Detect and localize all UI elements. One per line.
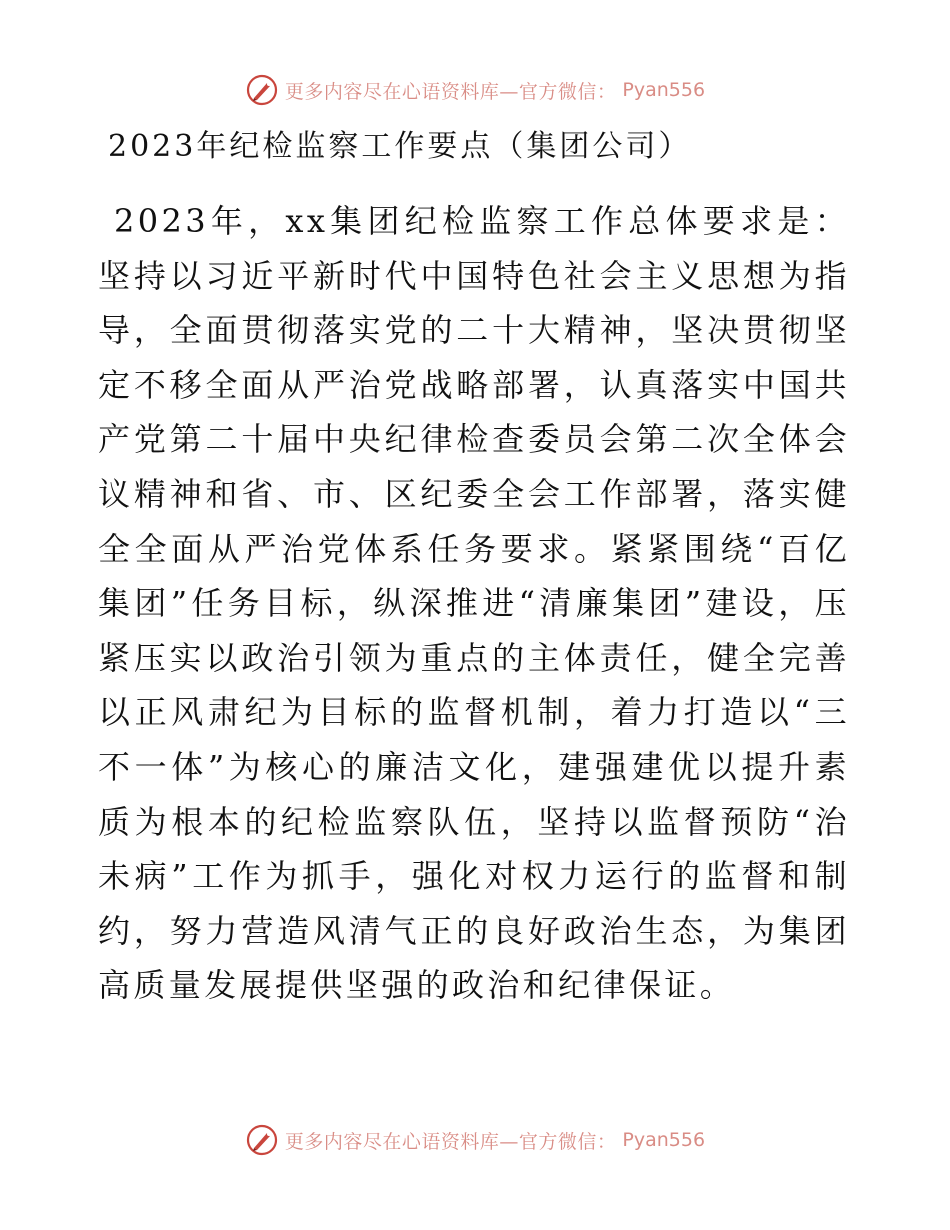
watermark-contact: Pyan556 (622, 1129, 706, 1151)
watermark-contact: Pyan556 (622, 79, 706, 101)
pen-logo-icon (245, 73, 279, 107)
header-watermark (0, 70, 950, 110)
document-title: 2023年纪检监察工作要点（集团公司） (108, 129, 692, 164)
watermark-text: 更多内容尽在心语资料库—官方微信： (284, 80, 617, 103)
watermark-text: 更多内容尽在心语资料库—官方微信： (284, 1130, 617, 1153)
document-paragraph: 2023年，xx集团纪检监察工作总体要求是：坚持以习近平新时代中国特色社会主义思想为指导，全面贯彻落实党的二十大精神，坚决贯彻坚定不移全面从严治党战略部署，认真落实中国共产党第二十届中央纪律检查委员会第二次全体会议精神和省、市、区纪委全会工作部署，落实健全全面从严治党体系任务要求。紧紧围绕“百亿集团”任务目标，纵深推进“清廉集团”建设，压紧压实以政治引领为重点的主体责任，健全完善以正风肃纪为目标的监督机制，着力打造以“三不一体”为核心的廉洁文化，建强建优以提升素质为根本的纪检监察队伍，坚持以监督预防“治未病”工作为抓手，强化对权力运行的监督和制约，努力营造风清气正的良好政治生态，为集团高质量发展提供坚强的政治和纪律保证。 (98, 202, 850, 1005)
pen-logo-icon (245, 1123, 279, 1157)
footer-watermark (0, 1120, 950, 1160)
